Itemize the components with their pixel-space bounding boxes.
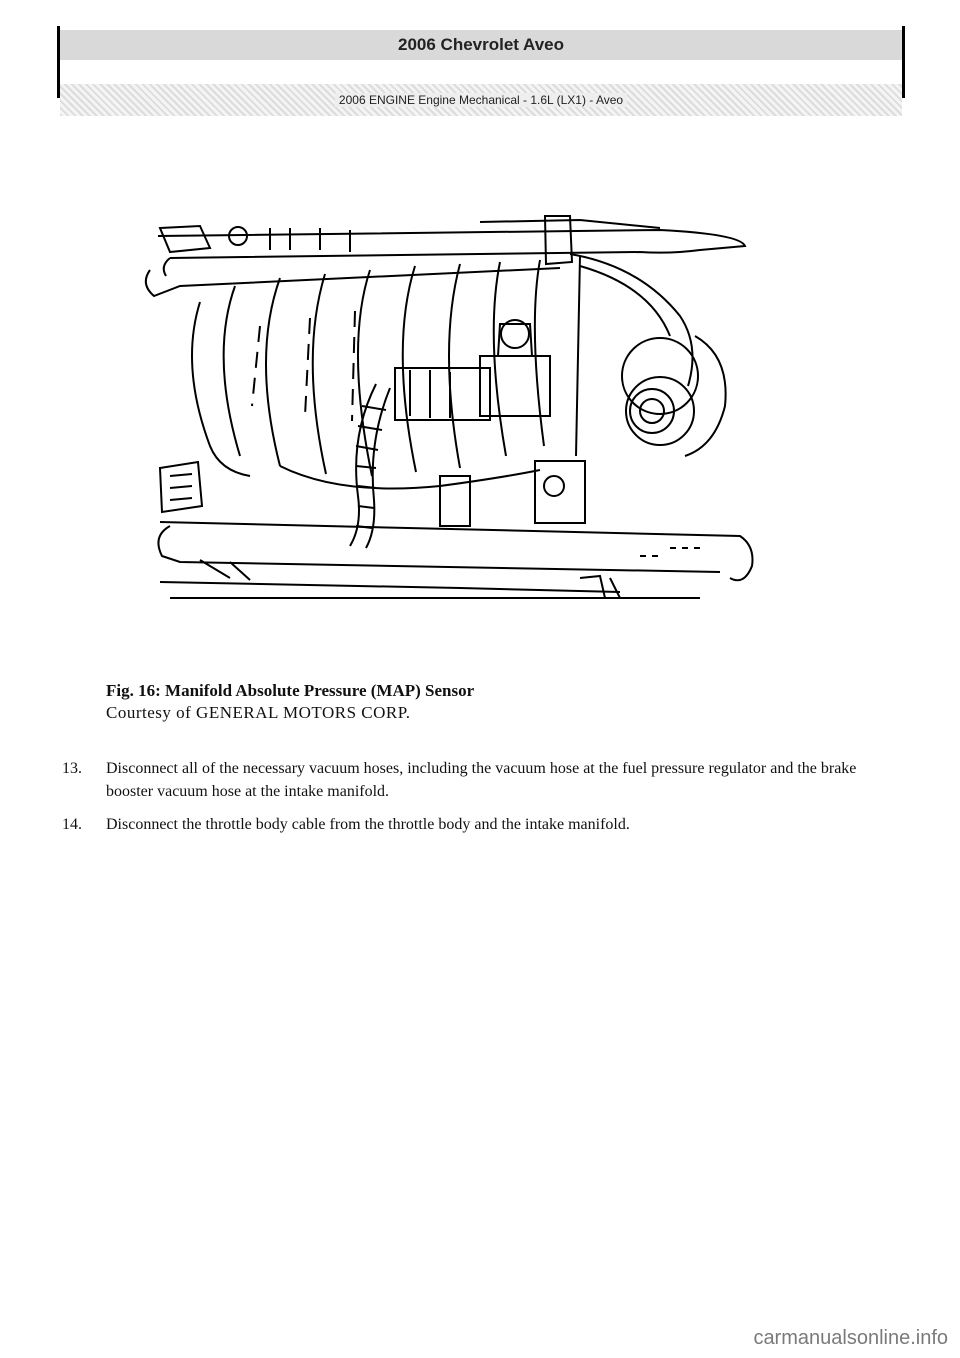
step-text: Disconnect the throttle body cable from the throttle body and the intake manifold. xyxy=(106,816,630,833)
document-title: 2006 Chevrolet Aveo xyxy=(60,30,902,60)
figure-caption-title: Fig. 16: Manifold Absolute Pressure (MAP) Sensor xyxy=(106,681,475,700)
document-subtitle-text: 2006 ENGINE Engine Mechanical - 1.6L (LX1) - Aveo xyxy=(335,93,627,107)
step-number: 13. xyxy=(62,760,82,777)
step-text: Disconnect all of the necessary vacuum hoses, including the vacuum hose at the fuel pressure regulator and the brake booster vacuum hose at the intake manifold. xyxy=(106,760,857,800)
figure-caption xyxy=(106,680,474,724)
document-subtitle xyxy=(60,84,902,116)
page-header xyxy=(57,26,905,107)
procedure-step xyxy=(62,813,862,836)
figure-caption-credit: Courtesy of GENERAL MOTORS CORP. xyxy=(106,703,411,722)
procedure-step xyxy=(62,757,862,803)
step-number: 14. xyxy=(62,816,82,833)
map-sensor-illustration xyxy=(140,206,760,606)
procedure-steps xyxy=(62,757,862,846)
watermark-text: carmanualsonline.info xyxy=(753,1327,948,1349)
